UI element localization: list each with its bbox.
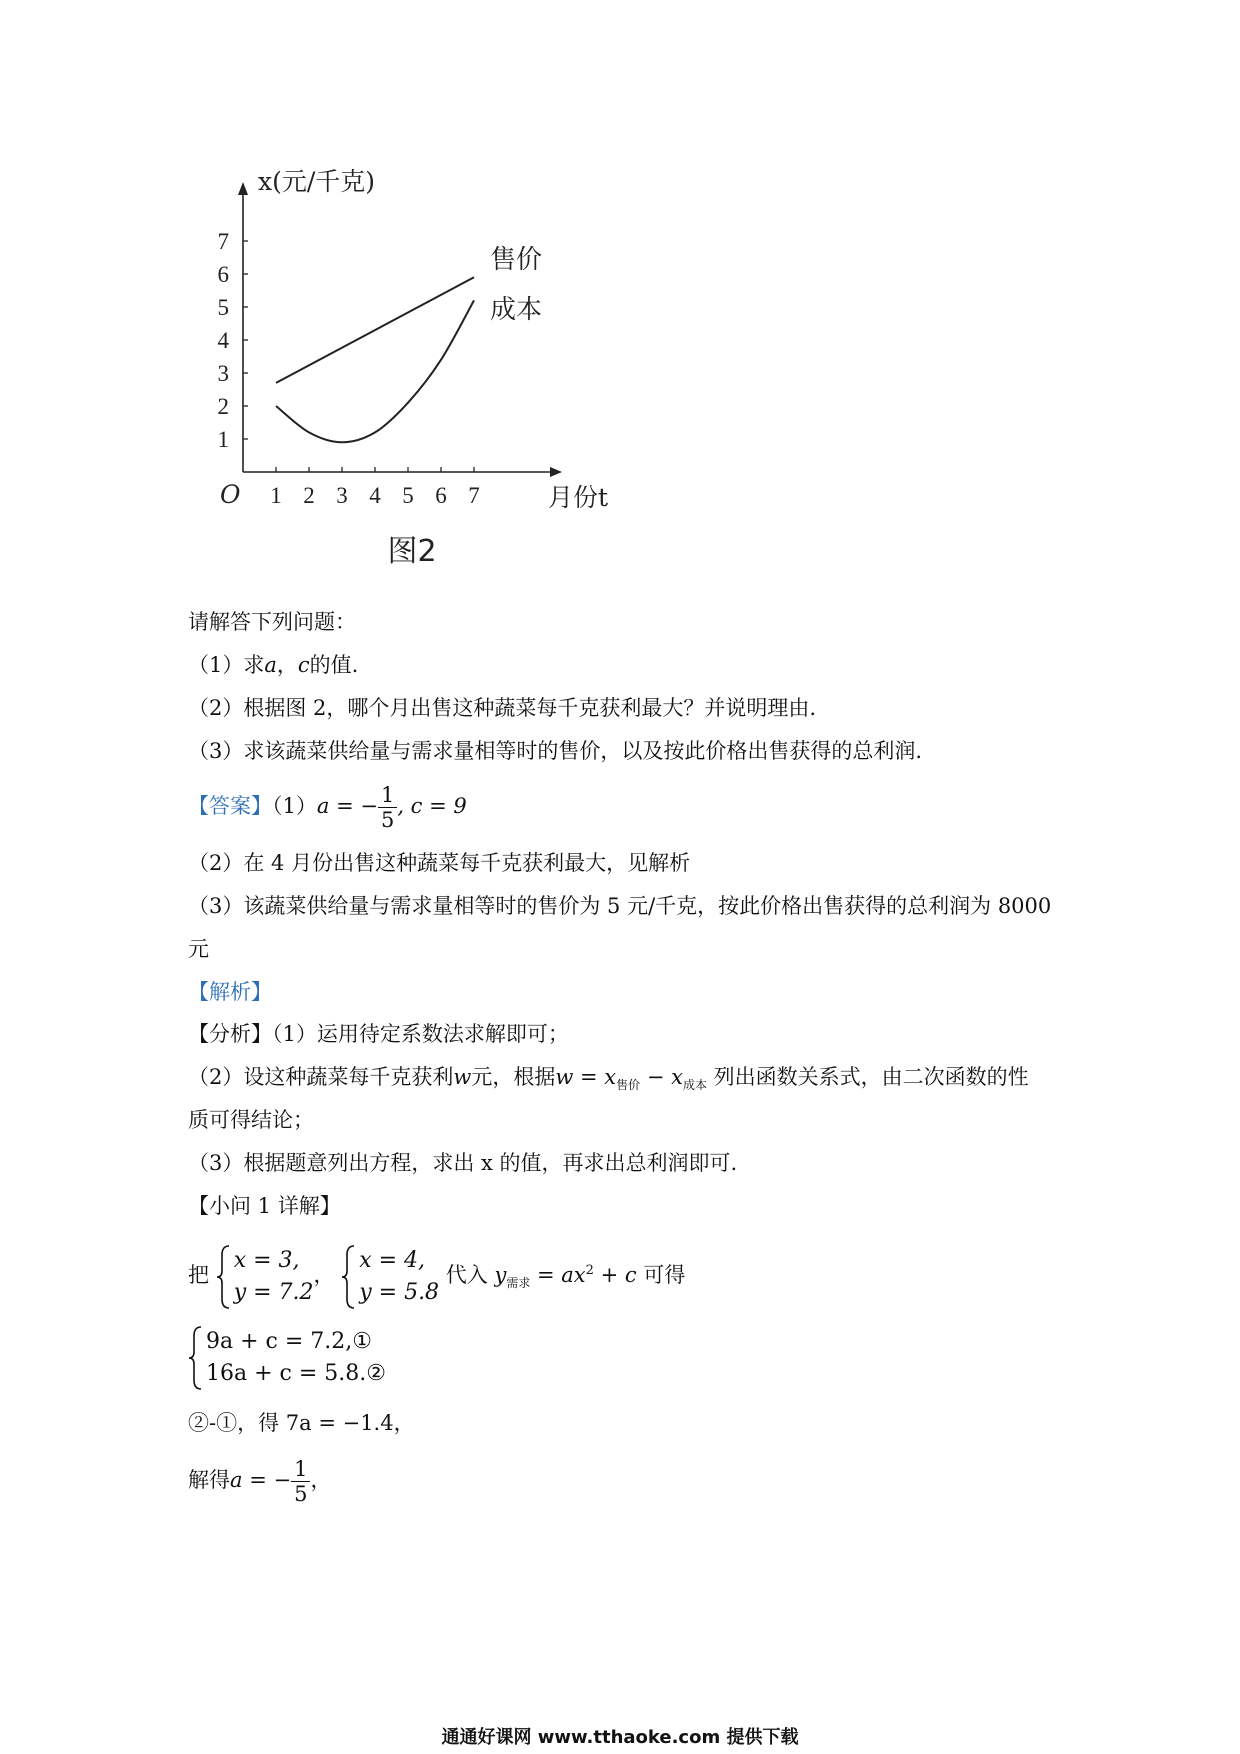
- ans1-rhs: , c = 9: [397, 794, 467, 818]
- fenxi-2-a: （2）设这种蔬菜每千克获利: [188, 1065, 454, 1089]
- ans1-denominator: 5: [380, 808, 395, 832]
- brace-icon: [188, 1326, 204, 1390]
- fenxi-1-text: （1）运用待定系数法求解即可；: [272, 1022, 569, 1046]
- eq-square: 2: [585, 1263, 594, 1278]
- question-1: [188, 650, 358, 680]
- footer-credit: 通通好课网 www.tthaoke.com 提供下载: [441, 1727, 799, 1748]
- eq-tail2: + c: [593, 1263, 637, 1287]
- fenxi-1: [188, 1019, 569, 1049]
- series-label-cost: 成本: [490, 295, 543, 325]
- step-2-lhs: a = −: [230, 1468, 292, 1492]
- fenxi-2-w: w: [453, 1065, 472, 1089]
- fenxi-2-formula: w = x: [555, 1065, 617, 1089]
- y-tick-label: 1: [217, 427, 229, 452]
- eq-tail: = ax: [530, 1263, 586, 1287]
- series-line-price: [276, 277, 474, 383]
- daiu-text: 代入: [445, 1263, 488, 1287]
- fenxi-tag: 【分析】: [188, 1022, 272, 1046]
- chart-labels: [217, 167, 609, 569]
- answer-3-line1: （3）该蔬菜供给量与需求量相等时的售价为 5 元/千克，按此价格出售获得的总利润为 8000: [188, 894, 1052, 918]
- fenxi-2-line2: 质可得结论；: [188, 1108, 314, 1132]
- system-2: [341, 1245, 439, 1309]
- x-tick-label: 1: [270, 483, 282, 508]
- kede-text: 可得: [643, 1263, 686, 1287]
- series-label-price: 售价: [490, 245, 543, 275]
- answer-2: （2）在 4 月份出售这种蔬菜每千克获利最大，见解析: [188, 851, 691, 875]
- y-tick-label: 7: [217, 229, 229, 254]
- system-1-row1: x = 3,: [233, 1247, 300, 1273]
- step-2-prefix: 解得: [188, 1468, 230, 1492]
- ans1-lhs: a = −: [316, 794, 378, 818]
- question-2: （2）根据图 2，哪个月出售这种蔬菜每千克获利最大？并说明理由.: [188, 696, 817, 720]
- y-tick-label: 3: [217, 361, 229, 386]
- ans1-fraction: [378, 783, 397, 832]
- q1-text: （1）求: [188, 653, 265, 677]
- ba-text: 把: [188, 1263, 209, 1287]
- ans1-numerator: 1: [378, 783, 397, 808]
- y-var: y: [494, 1263, 507, 1287]
- x-tick-label: 3: [336, 483, 348, 508]
- answer-1: [188, 778, 467, 834]
- step-2: [188, 1450, 331, 1510]
- ans1-prefix: （1）: [272, 794, 317, 818]
- system-3-row1: 9a + c = 7.2,①: [206, 1329, 372, 1354]
- fenxi-2-minus: − x: [640, 1065, 683, 1089]
- x-tick-label: 6: [435, 483, 447, 508]
- step-2-tail: ，: [310, 1468, 332, 1492]
- figure-caption: 图2: [387, 534, 437, 569]
- x-axis-label: 月份t: [548, 483, 609, 512]
- chart-axes: [238, 182, 562, 477]
- x-tick-label: 5: [402, 483, 414, 508]
- step-1: ②-①，得 7a = −1.4，: [188, 1411, 415, 1435]
- y-tick-label: 4: [217, 328, 229, 353]
- fenxi-2-sub1: 售价: [616, 1078, 641, 1093]
- x-tick-label: 4: [369, 483, 381, 508]
- fenxi-3: （3）根据题意列出方程，求出 x 的值，再求出总利润即可.: [188, 1151, 738, 1175]
- x-tick-label: 2: [303, 483, 315, 508]
- series-line-cost: [276, 300, 474, 442]
- detail-tag: 【小问 1 详解】: [188, 1194, 341, 1218]
- system-3-row2: 16a + c = 5.8.②: [206, 1361, 386, 1386]
- y-sub: 需求: [506, 1276, 531, 1291]
- y-axis-label: x(元/千克): [258, 167, 376, 196]
- system-3: [188, 1326, 386, 1390]
- question-3: （3）求该蔬菜供给量与需求量相等时的售价，以及按此价格出售获得的总利润.: [188, 739, 923, 763]
- figure-2-chart: [0, 0, 1240, 600]
- step-2-numerator: 1: [291, 1457, 310, 1482]
- fenxi-2-c: 列出函数关系式，由二次函数的性: [713, 1065, 1029, 1089]
- brace-icon: [216, 1245, 232, 1309]
- q1-var-a: a: [264, 653, 277, 677]
- chart-ticks: [218, 229, 480, 508]
- system-2-row1: x = 4,: [359, 1247, 426, 1273]
- system-1-row2: y = 7.2: [233, 1279, 314, 1305]
- substitution-line: [188, 1236, 685, 1318]
- system-3-wrap: [188, 1326, 386, 1390]
- origin-label: O: [220, 480, 241, 509]
- y-tick-label: 2: [217, 394, 229, 419]
- fenxi-2: [188, 1062, 1029, 1100]
- step-2-denominator: 5: [294, 1482, 308, 1506]
- q1-tail: 的值.: [309, 653, 359, 677]
- fenxi-2-sub2: 成本: [682, 1078, 707, 1093]
- answer-3-line2: 元: [188, 937, 209, 961]
- brace-icon: [341, 1245, 357, 1309]
- intro-text: 请解答下列问题：: [188, 610, 356, 634]
- answer-tag: 【答案】: [188, 794, 272, 818]
- comma: ，: [313, 1263, 335, 1287]
- system-1: [216, 1245, 314, 1309]
- step-2-fraction: [291, 1457, 310, 1506]
- y-tick-label: 6: [217, 262, 229, 287]
- fenxi-2-b: 元，根据: [471, 1065, 556, 1089]
- y-axis-arrow-icon: [238, 182, 248, 195]
- system-2-row2: y = 5.8: [359, 1279, 440, 1305]
- x-axis-arrow-icon: [550, 467, 562, 477]
- x-tick-label: 7: [468, 483, 480, 508]
- analysis-tag: 【解析】: [188, 980, 272, 1004]
- chart-series: [276, 277, 474, 442]
- q1-var-c: c: [297, 653, 310, 677]
- q1-sep: ，: [276, 653, 298, 677]
- y-tick-label: 5: [217, 295, 229, 320]
